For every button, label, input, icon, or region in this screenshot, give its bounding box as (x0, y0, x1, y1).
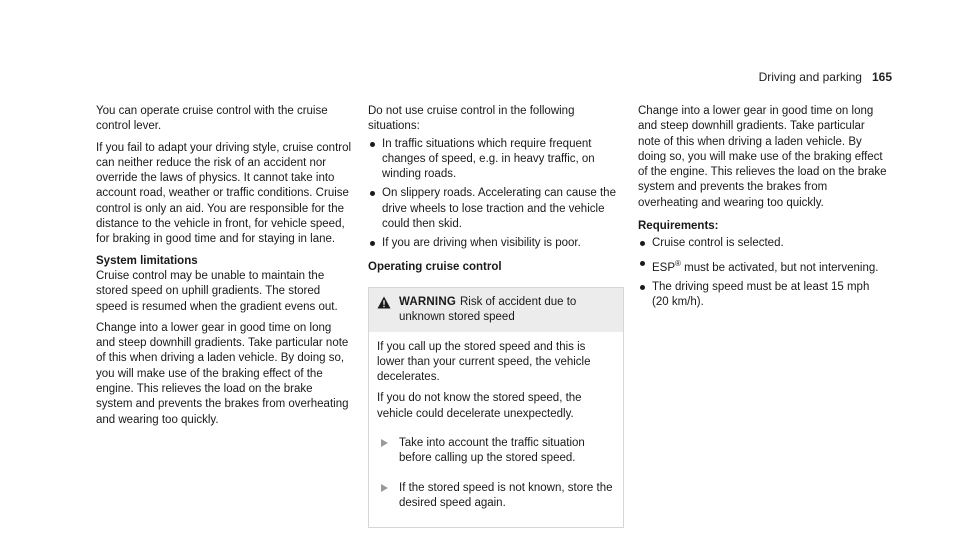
list-item: On slippery roads. Accelerating can cause the drive wheels to lose traction and the vehicle could then skid. (368, 186, 624, 232)
warning-header (369, 288, 623, 332)
downhill-paragraph: Change into a lower gear in good time on long and steep downhill gradients. Take particular note of this when driving a laden vehicle. By doing so, you will make use of the braking effect of the engine. This relieves the load on the brake system and prevents the brakes from overheating and wearing too quickly. (96, 321, 349, 426)
warning-box (368, 287, 624, 528)
responsibility-paragraph: If you fail to adapt your driving style, cruise control can neither reduce the risk of an accident nor override the laws of physics. It cannot take into account road, weather or traffic conditions. Cruise control is only an aid. You are responsible for the distance to the vehicle in front, for vehicle speed, for braking in good time and for staying in lane. (96, 141, 352, 246)
intro-paragraph: You can operate cruise control with the cruise control lever. (96, 105, 328, 133)
do-not-use-intro: Do not use cruise control in the following situations: (368, 105, 575, 133)
esp-text: ESP (652, 261, 676, 274)
step-text: Take into account the traffic situation before calling up the stored speed. (399, 437, 585, 465)
operating-heading: Operating cruise control (368, 260, 502, 273)
lower-gear-paragraph: Change into a lower gear in good time on long and steep downhill gradients. Take particular note of this when driving a laden vehicle. By doing so, you will make use of the braking effect of the engine. This relieves the load on the brake system and prevents the brakes from overheating and wearing too quickly. (638, 105, 887, 209)
list-item: Cruise control is selected. (638, 236, 888, 251)
step-arrow-icon (381, 484, 388, 492)
list-item: In traffic situations which require frequent changes of speed, e.g. in heavy traffic, on winding roads. (368, 137, 624, 183)
list-item: If you are driving when visibility is poor. (368, 236, 624, 251)
column-right (638, 104, 888, 316)
warning-title: Risk of accident due to unknown stored speed (399, 295, 577, 324)
page-header (759, 70, 892, 84)
warning-label: WARNING (399, 295, 456, 308)
requirements-list (638, 236, 888, 310)
warning-body (369, 332, 623, 528)
action-step (377, 436, 615, 467)
page-number: 165 (871, 70, 892, 84)
situations-list (368, 137, 624, 252)
warning-triangle-icon (377, 295, 391, 326)
warning-header-text (399, 295, 615, 326)
column-left (96, 104, 352, 434)
action-step (377, 481, 615, 512)
step-text: If the stored speed is not known, store the desired speed again. (399, 481, 613, 509)
registered-mark: ® (675, 258, 681, 268)
step-arrow-icon (381, 439, 388, 447)
esp-requirement-text: must be activated, but not intervening. (680, 261, 879, 274)
warning-paragraph: If you call up the stored speed and this is lower than your current speed, the vehicle decelerates. (377, 340, 591, 384)
warning-paragraph: If you do not know the stored speed, the vehicle could decelerate unexpectedly. (377, 392, 582, 420)
system-limitations-heading: System limitations (96, 254, 198, 267)
list-item (638, 256, 888, 276)
list-item: The driving speed must be at least 15 mph (20 km/h). (638, 280, 888, 311)
requirements-heading: Requirements: (638, 220, 719, 233)
section-title: Driving and parking (758, 70, 862, 84)
column-middle (368, 104, 624, 528)
limitations-paragraph: Cruise control may be unable to maintain the stored speed on uphill gradients. The stored speed is resumed when the gradient evens out. (96, 269, 338, 313)
